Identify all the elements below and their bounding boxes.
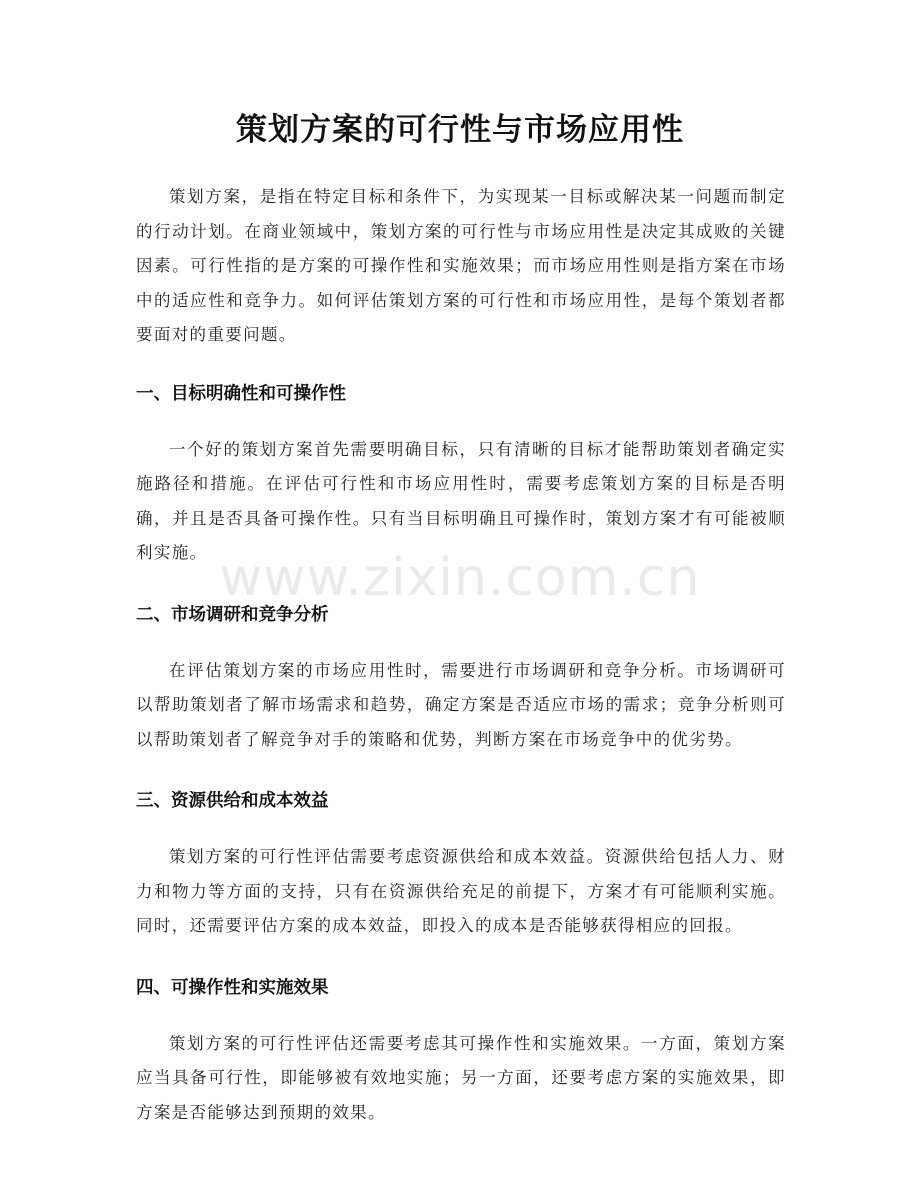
section-heading-2: 二、市场调研和竞争分析 [136, 604, 329, 625]
section-heading-3: 三、资源供给和成本效益 [136, 791, 329, 811]
section-paragraph-2: 在评估策划方案的市场应用性时，需要进行市场调研和竞争分析。市场调研可以帮助策划者了解市场需求和趋势，确定方案是否适应市场的需求；竞争分析则可以帮助策划者了解竞争对手的策略和优势，判断方案在市场竞争中的优劣势。 [136, 660, 786, 749]
document-title: 策划方案的可行性与市场应用性 [236, 112, 684, 148]
section-paragraph-4: 策划方案的可行性评估还需要考虑其可操作性和实施效果。一方面，策划方案应当具备可行性，即能够被有效地实施；另一方面，还要考虑方案的实施效果，即方案是否能够达到预期的效果。 [136, 1033, 786, 1122]
document-body [136, 180, 786, 1130]
intro-paragraph: 策划方案，是指在特定目标和条件下，为实现某一目标或解决某一问题而制定的行动计划。在商业领域中，策划方案的可行性与市场应用性是决定其成败的关键因素。可行性指的是方案的可操作性和实施效果；而市场应用性则是指方案在市场中的适应性和竞争力。如何评估策划方案的可行性和市场应用性，是每个策划者都要面对的重要问题。 [136, 187, 786, 344]
watermark: www.zixin.com.cn [219, 548, 701, 608]
section-paragraph-3: 策划方案的可行性评估需要考虑资源供给和成本效益。资源供给包括人力、财力和物力等方面的支持，只有在资源供给充足的前提下，方案才有可能顺利实施。同时，还需要评估方案的成本效益，即投入的成本是否能够获得相应的回报。 [136, 847, 786, 935]
section-heading-1: 一、目标明确性和可操作性 [136, 383, 346, 404]
section-paragraph-1: 一个好的策划方案首先需要明确目标，只有清晰的目标才能帮助策划者确定实施路径和措施。在评估可行性和市场应用性时，需要考虑策划方案的目标是否明确，并且是否具备可操作性。只有当目标明确且可操作时，策划方案才有可能被顺利实施。 [136, 439, 786, 562]
section-heading-4: 四、可操作性和实施效果 [136, 977, 329, 998]
